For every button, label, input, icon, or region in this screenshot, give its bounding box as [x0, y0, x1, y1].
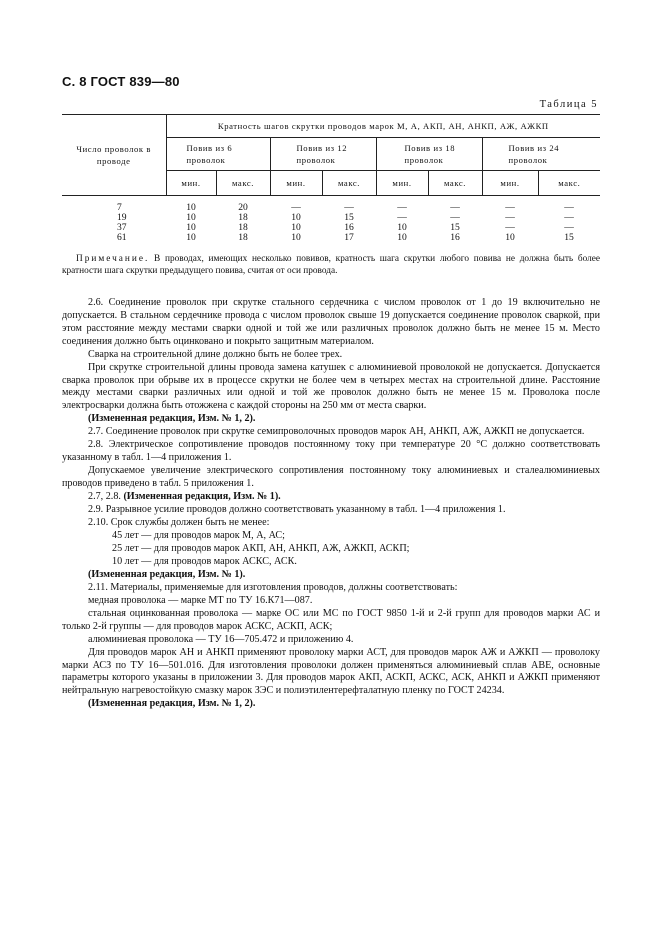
- revision-note: (Измененная редакция, Изм. № 1, 2).: [88, 413, 256, 425]
- paragraph: Для проводов марок АН и АНКП применяют проволоку марки АСТ, для проводов марок АЖ и АЖКП — проволоку марки АСЗ по ТУ 16—501.016. Для изготовления проволоки должен применяться алюминиевый сплав АВЕ, основные параметры которого указаны в приложении 3. Для проводов марок АКП, АСКП, АСКС, АСК, АНКП и АЖКП применяют нейтральную нагревостойкую смазку марок ЗЭС и полиэтилентерефталатную пленку по ГОСТ 24234.: [62, 646, 600, 697]
- subgroup-header-24: Повив из 24 проволок: [482, 138, 600, 171]
- table-cell: 15: [450, 222, 460, 233]
- table-cell: —: [505, 212, 515, 223]
- col-header-wire-count: Число проволок в проводе: [62, 115, 166, 196]
- cell-wire-count: 7: [117, 202, 122, 213]
- table-note: [62, 253, 600, 278]
- table-cell: 10: [397, 232, 407, 243]
- table-cell: 20: [238, 202, 248, 213]
- list-item: 45 лет — для проводов марок М, А, АС;: [112, 529, 285, 541]
- cell-wire-count: 61: [117, 232, 127, 243]
- max-label: макс.: [216, 171, 270, 196]
- cell-wire-count: 37: [117, 222, 127, 233]
- table-cell: —: [397, 202, 407, 213]
- table-cell: —: [505, 202, 515, 213]
- table-cell: —: [397, 212, 407, 223]
- note-text: В проводах, имеющих несколько повивов, кратность шага скрутки любого повива не должна быть более кратности шага скрутки предыдущего повива, считая от оси провода.: [62, 254, 600, 277]
- table-cell: 18: [238, 212, 248, 223]
- twist-ratio-table: [62, 114, 600, 245]
- paragraph: стальная оцинкованная проволока — марке ОС или МС по ГОСТ 9850 1-й и 2-й групп для проводов марки АС и только 2-й группы — для проводов марок АСКС, АСКП, АСК;: [62, 607, 600, 632]
- cell-wire-count: 19: [117, 212, 127, 223]
- min-label: мин.: [376, 171, 428, 196]
- paragraph: 2.11. Материалы, применяемые для изготовления проводов, должны соответствовать:: [88, 581, 458, 593]
- table-cell: 10: [291, 222, 301, 233]
- paragraph: 2.7. Соединение проволок при скрутке семипроволочных проводов марок АН, АНКП, АЖ, АЖКП не допускается.: [88, 426, 585, 438]
- table-cell: 10: [505, 232, 515, 243]
- subgroup-header-12: Повив из 12 проволок: [270, 138, 376, 171]
- table-cell: 10: [186, 222, 196, 233]
- max-label: макс.: [322, 171, 376, 196]
- max-label: макс.: [428, 171, 482, 196]
- paragraph: 2.6. Соединение проволок при скрутке стального сердечника с числом проволок от 1 до 19 включительно не допускается. В стальном сердечнике провода с числом проволок свыше 19 допускается соединение проволок сваркой, при этом расстояние между местами сварки одной и той же или различных проволок должно быть не менее 15 м. Место соединения должно быть оцинковано и покрыто защитным материалом.: [62, 296, 600, 347]
- subgroup-header-18: Повив из 18 проволок: [376, 138, 482, 171]
- table-cell: —: [291, 202, 301, 213]
- min-label: мин.: [482, 171, 538, 196]
- table-cell: —: [450, 202, 460, 213]
- table-cell: 16: [344, 222, 354, 233]
- revision-note: (Измененная редакция, Изм. № 1, 2).: [88, 698, 256, 710]
- table-cell: —: [505, 222, 515, 233]
- paragraph: Допускаемое увеличение электрического сопротивления постоянному току алюминиевых и сталеалюминиевых проводов приведено в табл. 5 приложения 1.: [62, 465, 600, 490]
- list-item: 25 лет — для проводов марок АКП, АН, АНКП, АЖ, АЖКП, АСКП;: [112, 542, 410, 554]
- table-cell: —: [450, 212, 460, 223]
- table-cell: 18: [238, 222, 248, 233]
- table-cell: 10: [397, 222, 407, 233]
- table-cell: 18: [238, 232, 248, 243]
- table-row: [62, 233, 600, 245]
- table-caption: Таблица 5: [539, 99, 598, 110]
- table-cell: 15: [564, 232, 574, 243]
- min-label: мин.: [270, 171, 322, 196]
- body-text: [62, 297, 600, 712]
- paragraph: [62, 491, 600, 504]
- note-label: Примечание.: [76, 254, 150, 264]
- group-header: Кратность шагов скрутки проводов марок М, А, АКП, АН, АНКП, АЖ, АЖКП: [166, 115, 600, 138]
- paragraph: 2.10. Срок службы должен быть не менее:: [88, 517, 270, 529]
- paragraph: алюминиевая проволока — ТУ 16—705.472 и приложению 4.: [88, 633, 354, 645]
- paragraph-number: 2.7, 2.8.: [88, 491, 124, 503]
- table-row: [62, 223, 600, 233]
- table-cell: —: [564, 222, 574, 233]
- table-cell: 10: [186, 202, 196, 213]
- table-cell: 16: [450, 232, 460, 243]
- table-cell: 10: [291, 212, 301, 223]
- table-cell: 15: [344, 212, 354, 223]
- table-body: [62, 196, 600, 246]
- list-item: 10 лет — для проводов марок АСКС, АСК.: [112, 555, 297, 567]
- min-label: мин.: [166, 171, 216, 196]
- paragraph: 2.9. Разрывное усилие проводов должно соответствовать указанному в табл. 1—4 приложения 1.: [88, 504, 506, 516]
- page-header: С. 8 ГОСТ 839—80: [62, 74, 180, 89]
- table-row: [62, 196, 600, 214]
- document-page: [62, 74, 600, 711]
- table-cell: —: [564, 212, 574, 223]
- paragraph: 2.8. Электрическое сопротивление проводов постоянному току при температуре 20 °С должно соответствовать указанному в табл. 1—4 приложения 1.: [62, 439, 600, 464]
- revision-note: (Измененная редакция, Изм. № 1).: [88, 568, 246, 580]
- table-cell: 17: [344, 232, 354, 243]
- table-cell: —: [564, 202, 574, 213]
- paragraph: При скрутке строительной длины провода замена катушек с алюминиевой проволокой не допускается. Допускается сварка проволок при обрыве их в процессе скрутки не более чем в четырех местах на строительной длине. Расстояние между местами сварки различных или одной и той же проволок должно быть не менее 15 м. Проволока после электросварки должна быть отожжена с каждой стороны на 250 мм от места сварки.: [62, 361, 600, 412]
- paragraph: Сварка на строительной длине должно быть не более трех.: [88, 348, 343, 360]
- table-row: [62, 213, 600, 223]
- table-cell: 10: [186, 232, 196, 243]
- table-cell: 10: [291, 232, 301, 243]
- table-cell: —: [344, 202, 354, 213]
- max-label: макс.: [538, 171, 600, 196]
- paragraph: медная проволока — марке МТ по ТУ 16.К71—087.: [88, 594, 313, 606]
- revision-note: (Измененная редакция, Изм. № 1).: [123, 491, 281, 503]
- subgroup-header-6: Повив из 6 проволок: [166, 138, 270, 171]
- table-cell: 10: [186, 212, 196, 223]
